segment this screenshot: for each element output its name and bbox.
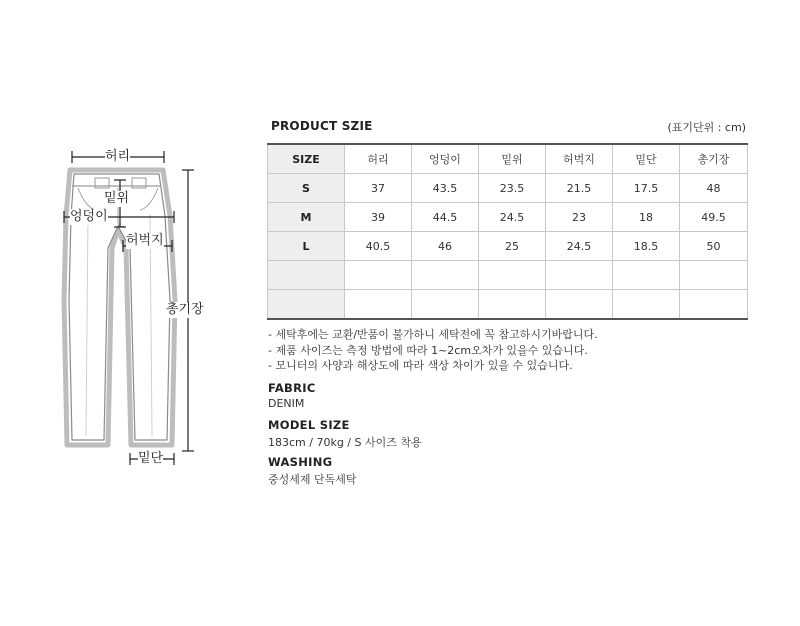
value-cell: 17.5 xyxy=(613,174,680,203)
table-row xyxy=(268,174,748,203)
header-hip: 엉덩이 xyxy=(412,144,479,174)
value-cell: 18.5 xyxy=(613,232,680,261)
pants-diagram xyxy=(0,0,260,622)
size-cell-empty xyxy=(268,261,345,290)
empty-cell xyxy=(680,290,748,320)
waist-label: 허리 xyxy=(105,149,131,164)
fabric-section xyxy=(268,381,316,410)
size-cell: L xyxy=(268,232,345,261)
fabric-value: DENIM xyxy=(268,397,305,410)
fabric-heading: FABRIC xyxy=(268,381,316,395)
header-size: SIZE xyxy=(268,144,345,174)
value-cell: 23 xyxy=(546,203,613,232)
empty-cell xyxy=(479,261,546,290)
value-cell: 48 xyxy=(680,174,748,203)
empty-cell xyxy=(546,290,613,320)
washing-heading: WASHING xyxy=(268,455,333,469)
table-row-empty xyxy=(268,261,748,290)
empty-cell xyxy=(613,290,680,320)
value-cell: 40.5 xyxy=(345,232,412,261)
empty-cell xyxy=(680,261,748,290)
header-waist: 허리 xyxy=(345,144,412,174)
rise-label: 밑위 xyxy=(104,191,130,206)
model-size-heading: MODEL SIZE xyxy=(268,418,350,432)
empty-cell xyxy=(546,261,613,290)
table-header-row xyxy=(268,144,748,174)
value-cell: 44.5 xyxy=(412,203,479,232)
empty-cell xyxy=(479,290,546,320)
model-size-value: 183cm / 70kg / S 사이즈 착용 xyxy=(268,436,422,449)
header-hem: 밑단 xyxy=(613,144,680,174)
size-cell: M xyxy=(268,203,345,232)
value-cell: 24.5 xyxy=(479,203,546,232)
size-cell: S xyxy=(268,174,345,203)
note-item: - 세탁후에는 교환/반품이 불가하니 세탁전에 꼭 참고하시기바랍니다. xyxy=(268,328,598,341)
length-label: 총기장 xyxy=(166,302,204,317)
size-table-title: PRODUCT SZIE xyxy=(271,119,373,133)
note-item: - 제품 사이즈는 측정 방법에 따라 1~2cm오차가 있을수 있습니다. xyxy=(268,343,588,357)
unit-note: (표기단위 : cm) xyxy=(667,121,746,134)
value-cell: 21.5 xyxy=(546,174,613,203)
table-row xyxy=(268,203,748,232)
empty-cell xyxy=(613,261,680,290)
empty-cell xyxy=(345,290,412,320)
value-cell: 23.5 xyxy=(479,174,546,203)
value-cell: 50 xyxy=(680,232,748,261)
table-row xyxy=(268,232,748,261)
table-row-empty xyxy=(268,290,748,320)
value-cell: 39 xyxy=(345,203,412,232)
note-item: - 모니터의 사양과 해상도에 따라 색상 차이가 있을 수 있습니다. xyxy=(268,359,573,372)
header-length: 총기장 xyxy=(680,144,748,174)
header-thigh: 허벅지 xyxy=(546,144,613,174)
empty-cell xyxy=(412,290,479,320)
size-cell-empty xyxy=(268,290,345,320)
model-size-section xyxy=(268,418,422,450)
value-cell: 37 xyxy=(345,174,412,203)
pants-outline-icon xyxy=(0,0,260,622)
value-cell: 25 xyxy=(479,232,546,261)
value-cell: 18 xyxy=(613,203,680,232)
header-rise: 밑위 xyxy=(479,144,546,174)
hem-label: 밑단 xyxy=(138,451,164,466)
notes-list xyxy=(268,327,598,374)
size-table xyxy=(267,143,748,320)
thigh-label: 허벅지 xyxy=(126,233,164,248)
empty-cell xyxy=(345,261,412,290)
value-cell: 43.5 xyxy=(412,174,479,203)
washing-value: 중성세제 단독세탁 xyxy=(268,473,357,486)
value-cell: 24.5 xyxy=(546,232,613,261)
hip-label: 엉덩이 xyxy=(70,209,108,224)
empty-cell xyxy=(412,261,479,290)
value-cell: 49.5 xyxy=(680,203,748,232)
washing-section xyxy=(268,455,357,487)
value-cell: 46 xyxy=(412,232,479,261)
